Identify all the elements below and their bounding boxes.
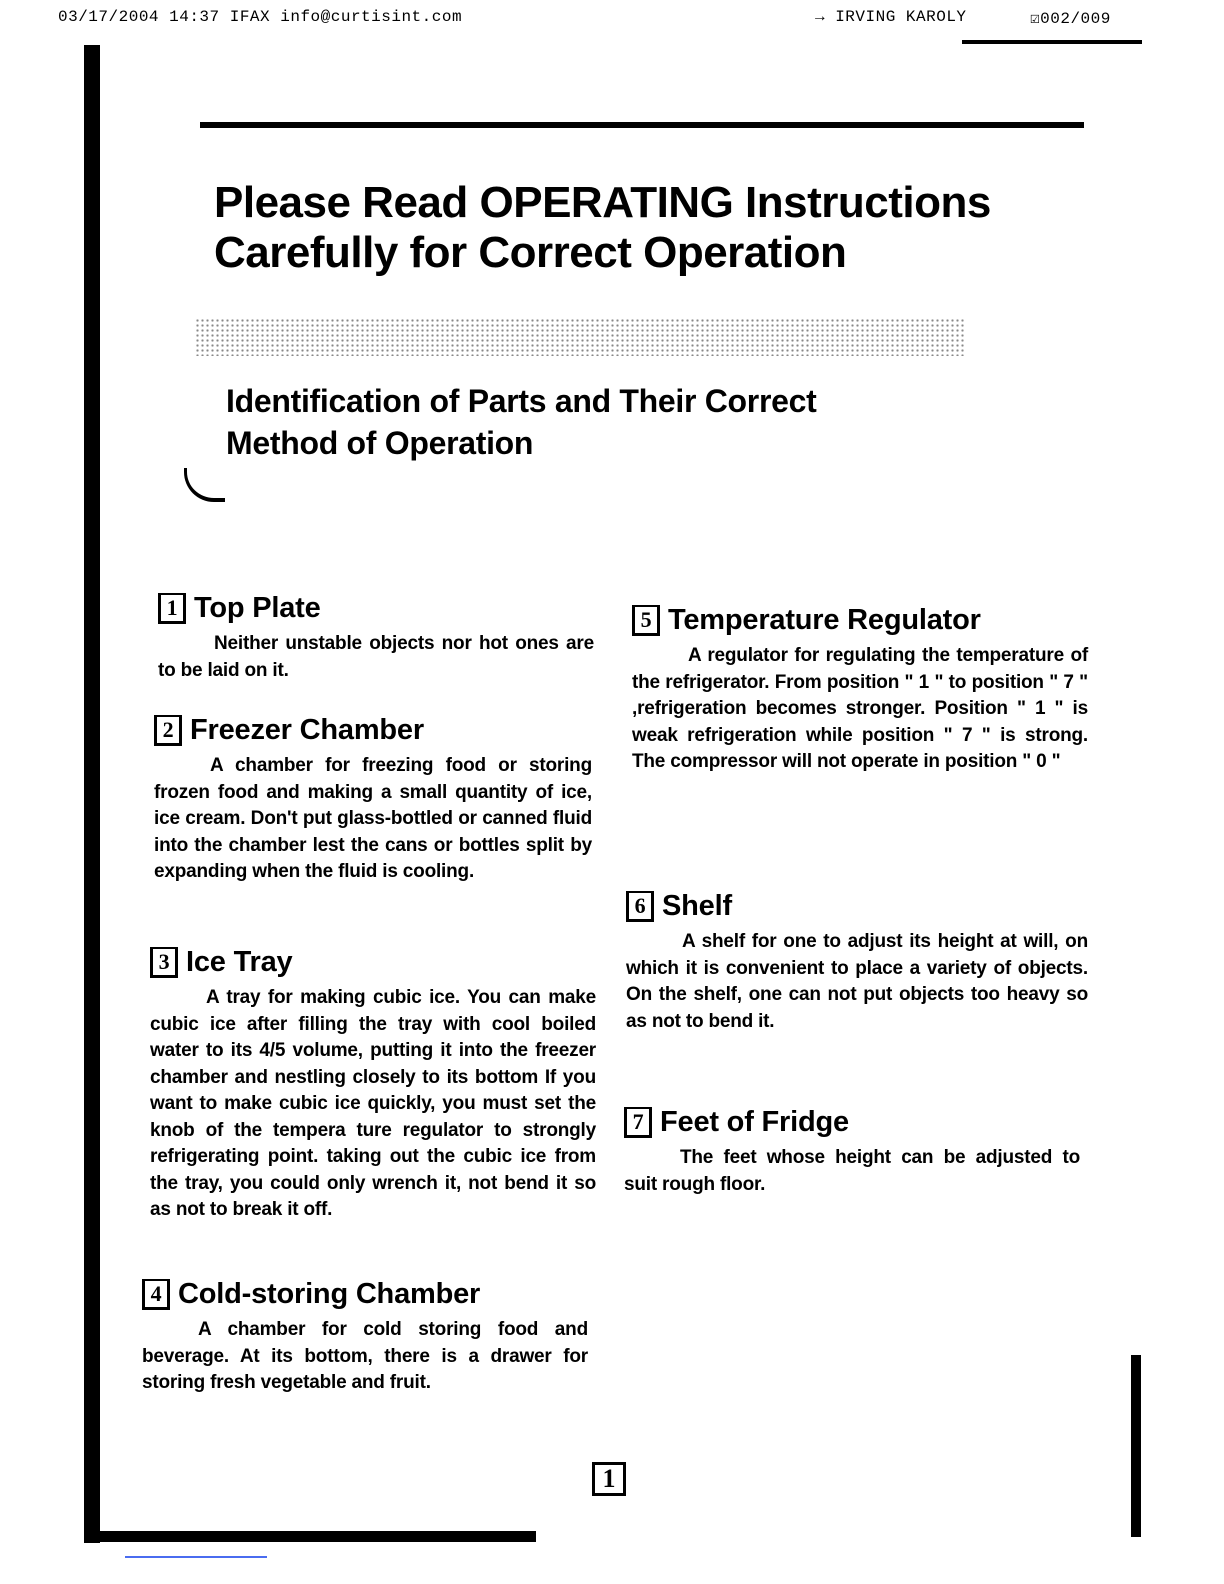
section-number: 4 (142, 1279, 170, 1310)
section-heading (154, 714, 592, 747)
section-heading (632, 604, 1088, 637)
fax-header-recipient: → IRVING KAROLY (815, 8, 967, 26)
section-heading (142, 1278, 588, 1311)
section-number: 2 (154, 715, 182, 746)
halftone-band (195, 318, 965, 356)
left-scan-border (84, 45, 100, 1543)
right-scan-border (1131, 1355, 1141, 1537)
section-body: A chamber for freezing food or storing frozen food and making a small quantity of ice, ice cream. Don't put glass-bottled or canned fluid into the chamber lest the cans or bottles split by expanding when the fluid is cooling. (154, 755, 592, 882)
section-subtitle (226, 380, 816, 464)
section-body: A shelf for one to adjust its height at will, on which it is convenient to place a variety of objects. On the shelf, one can not put objects too heavy so as not to bend it. (626, 931, 1088, 1032)
subtitle-line-2: Method of Operation (226, 425, 534, 461)
section-title: Ice Tray (186, 946, 293, 978)
section-title: Feet of Fridge (660, 1106, 849, 1138)
bottom-scan-border (84, 1531, 536, 1542)
top-rule (200, 122, 1084, 128)
section-feet-of-fridge (624, 1106, 1080, 1198)
scan-mark-arc (184, 468, 225, 502)
section-title: Freezer Chamber (190, 714, 424, 746)
blue-scan-line (125, 1556, 267, 1558)
section-heading (626, 890, 1088, 923)
section-heading (158, 592, 594, 625)
title-line-2: Carefully for Correct Operation (214, 228, 847, 277)
section-title: Cold-storing Chamber (178, 1278, 481, 1310)
section-number: 7 (624, 1107, 652, 1138)
page-title (214, 178, 991, 278)
section-top-plate (158, 592, 594, 684)
section-heading (150, 946, 596, 979)
section-title: Top Plate (194, 592, 321, 624)
section-number: 3 (150, 947, 178, 978)
section-number: 5 (632, 605, 660, 636)
section-shelf (626, 890, 1088, 1035)
section-title: Shelf (662, 890, 732, 922)
section-body: A chamber for cold storing food and beverage. At its bottom, there is a drawer for storing fresh vegetable and fruit. (142, 1319, 588, 1393)
section-body: A regulator for regulating the temperature of the refrigerator. From position " 1 " to position " 7 " ,refrigeration becomes stronger. Position " 1 " is weak refrigeration while position " 7 " is strong. The compressor will not operate in position " 0 " (632, 645, 1088, 772)
section-number: 1 (158, 593, 186, 624)
section-heading (624, 1106, 1080, 1139)
section-body: A tray for making cubic ice. You can make cubic ice after filling the tray with cool boiled water to its 4/5 volume, putting it into the freezer chamber and nestling closely to its bottom If you want to make cubic ice quickly, you must set the knob of the tempera ture regulator to strongly refrigerating point. taking out the cubic ice from the tray, you could only wrench it, not bend it so as not to break it off. (150, 987, 596, 1220)
section-body: The feet whose height can be adjusted to suit rough floor. (624, 1147, 1080, 1195)
section-title: Temperature Regulator (668, 604, 981, 636)
subtitle-line-1: Identification of Parts and Their Correct (226, 383, 817, 419)
fax-header-page-count: ☑002/009 (1030, 10, 1111, 28)
page-number: 1 (592, 1462, 626, 1496)
section-body: Neither unstable objects nor hot ones are to be laid on it. (158, 633, 594, 681)
section-temperature-regulator (632, 604, 1088, 776)
section-cold-storing-chamber (142, 1278, 588, 1397)
section-number: 6 (626, 891, 654, 922)
section-ice-tray (150, 946, 596, 1224)
title-line-1: Please Read OPERATING Instructions (214, 178, 991, 227)
section-freezer-chamber (154, 714, 592, 886)
fax-header-sender: 03/17/2004 14:37 IFAX info@curtisint.com (58, 8, 463, 26)
fax-header-rule (962, 40, 1142, 44)
